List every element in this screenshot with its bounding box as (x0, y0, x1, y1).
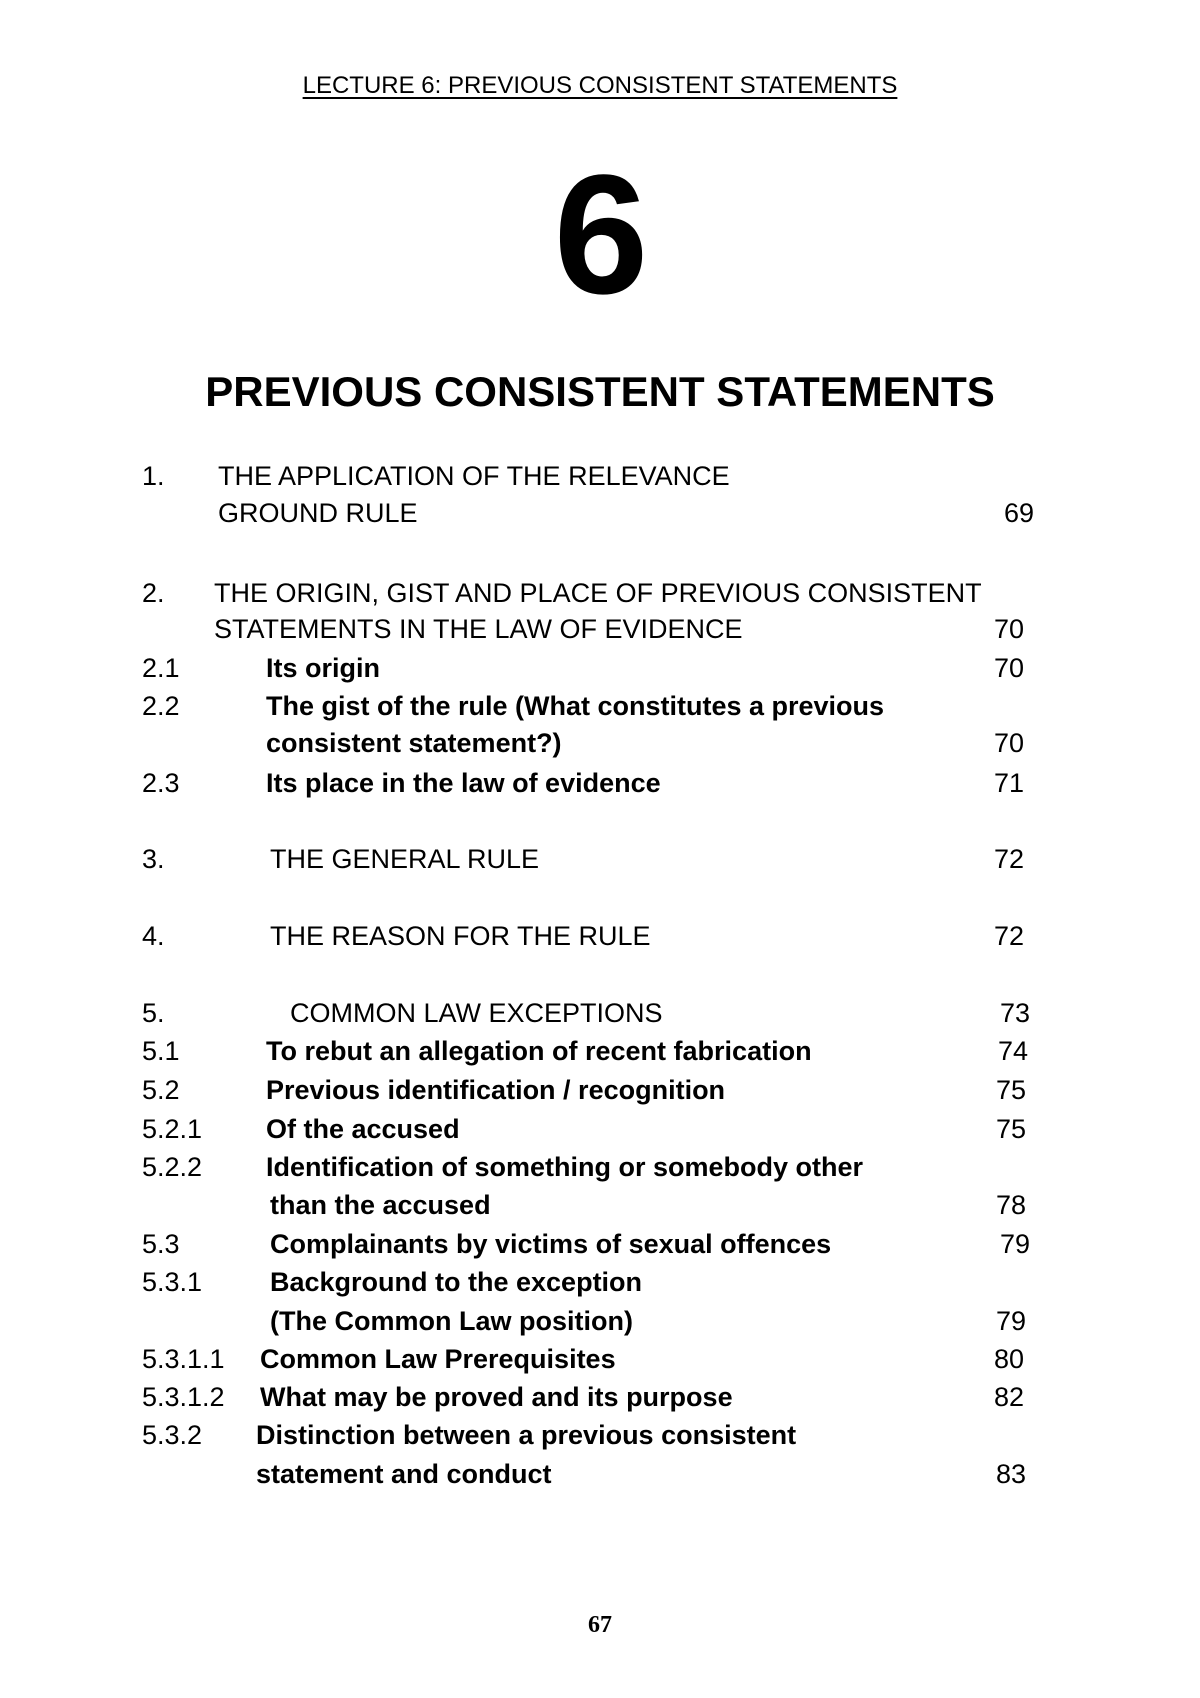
toc-entry-line: than the accused (270, 1190, 491, 1220)
toc-entry-line: statement and conduct (256, 1459, 552, 1489)
toc-entry-line: consistent statement?) (266, 728, 562, 758)
toc-entry-line: COMMON LAW EXCEPTIONS (290, 998, 663, 1028)
toc-entry-line: THE ORIGIN, GIST AND PLACE OF PREVIOUS CONSISTENT (214, 578, 982, 608)
toc-page: 80 (993, 1344, 1024, 1374)
toc-entry-line: Of the accused (266, 1114, 460, 1144)
toc-number: 5.3.1.2 (142, 1382, 225, 1412)
toc-entry-line: STATEMENTS IN THE LAW OF EVIDENCE (214, 614, 743, 644)
toc-page: 70 (993, 614, 1024, 644)
toc-page: 70 (993, 653, 1024, 683)
toc-entry-line: Complainants by victims of sexual offences (270, 1229, 832, 1259)
toc-entry-line: Previous identification / recognition (266, 1075, 726, 1105)
toc-number: 5.1 (142, 1036, 180, 1066)
toc-page: 75 (995, 1075, 1026, 1105)
toc-number: 1. (142, 461, 165, 491)
toc-entry-line: Identification of something or somebody other (266, 1152, 864, 1182)
toc-page: 71 (993, 768, 1024, 798)
toc-entry-line: The gist of the rule (What constitutes a previous (266, 691, 885, 721)
toc-number: 5.3 (142, 1229, 180, 1259)
toc-entry-line: (The Common Law position) (270, 1306, 633, 1336)
toc-page: 70 (993, 728, 1024, 758)
toc-number: 5.3.1.1 (142, 1344, 225, 1374)
toc-number: 5.3.2 (142, 1420, 203, 1450)
toc-entry-line: Distinction between a previous consistent (256, 1420, 797, 1450)
toc-page: 79 (995, 1306, 1026, 1336)
toc-entry-line: Common Law Prerequisites (260, 1344, 616, 1374)
toc-page: 69 (1003, 498, 1034, 528)
toc-number: 5.2.2 (142, 1152, 203, 1182)
toc-entry-line: THE GENERAL RULE (270, 844, 540, 874)
toc-entry-line: Background to the exception (270, 1267, 643, 1297)
toc-number: 3. (142, 844, 165, 874)
toc-entry-line: To rebut an allegation of recent fabrication (266, 1036, 812, 1066)
toc-number: 5.2 (142, 1075, 180, 1105)
toc-number: 5. (142, 998, 165, 1028)
toc-page: 72 (993, 844, 1024, 874)
toc-page: 78 (995, 1190, 1026, 1220)
toc-number: 5.2.1 (142, 1114, 203, 1144)
toc-page: 72 (993, 921, 1024, 951)
toc-number: 5.3.1 (142, 1267, 203, 1297)
toc-entry-line: Its origin (266, 653, 380, 683)
toc-number: 4. (142, 921, 165, 951)
toc-number: 2.3 (142, 768, 180, 798)
chapter-title: PREVIOUS CONSISTENT STATEMENTS (205, 368, 995, 415)
toc-number: 2. (142, 578, 165, 608)
toc-page: 83 (995, 1459, 1026, 1489)
toc-number: 2.1 (142, 653, 180, 683)
toc-entry-line: THE APPLICATION OF THE RELEVANCE (218, 461, 730, 491)
toc-entry-line: GROUND RULE (218, 498, 418, 528)
toc-entry-line: Its place in the law of evidence (266, 768, 661, 798)
toc-page: 75 (995, 1114, 1026, 1144)
toc-number: 2.2 (142, 691, 180, 721)
toc-entry-line: What may be proved and its purpose (260, 1382, 733, 1412)
toc-page: 82 (993, 1382, 1024, 1412)
toc-page: 79 (999, 1229, 1030, 1259)
running-header: LECTURE 6: PREVIOUS CONSISTENT STATEMENTS (302, 72, 898, 99)
toc-page: 74 (997, 1036, 1028, 1066)
chapter-number: 6 (553, 140, 647, 330)
page-number: 67 (588, 1612, 612, 1638)
toc-page: 73 (999, 998, 1030, 1028)
toc-entry-line: THE REASON FOR THE RULE (270, 921, 651, 951)
